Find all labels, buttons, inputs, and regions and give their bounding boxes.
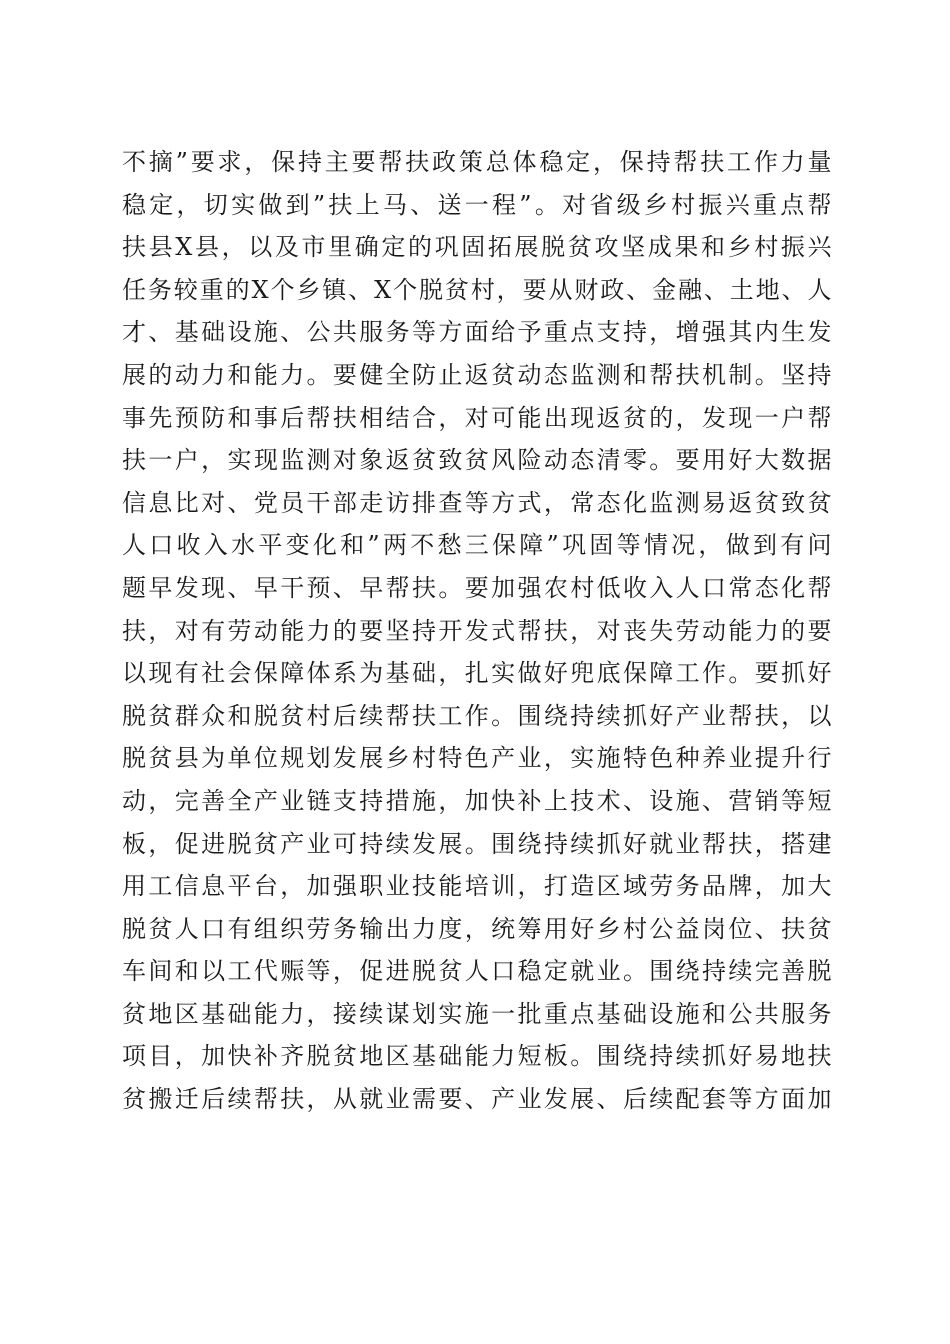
text-line: 扶县X县，以及市里确定的巩固拓展脱贫攻坚成果和乡村振兴 bbox=[122, 233, 832, 262]
text-line: 任务较重的X个乡镇、X个脱贫村，要从财政、金融、土地、人 bbox=[122, 275, 832, 304]
text-line: 才、基础设施、公共服务等方面给予重点支持，增强其内生发 bbox=[122, 318, 832, 347]
text-line: 贫地区基础能力，接续谋划实施一批重点基础设施和公共服务 bbox=[122, 999, 832, 1028]
text-line: 板，促进脱贫产业可持续发展。围绕持续抓好就业帮扶，搭建 bbox=[122, 829, 832, 858]
text-line: 脱贫县为单位规划发展乡村特色产业，实施特色种养业提升行 bbox=[122, 744, 832, 773]
text-line: 扶，对有劳动能力的要坚持开发式帮扶，对丧失劳动能力的要 bbox=[122, 616, 832, 645]
text-line: 动，完善全产业链支持措施，加快补上技术、设施、营销等短 bbox=[122, 786, 832, 815]
text-line: 车间和以工代赈等，促进脱贫人口稳定就业。围绕持续完善脱 bbox=[122, 957, 832, 986]
text-line: 信息比对、党员干部走访排查等方式，常态化监测易返贫致贫 bbox=[122, 488, 832, 517]
text-line: 贫搬迁后续帮扶，从就业需要、产业发展、后续配套等方面加 bbox=[122, 1085, 832, 1114]
body-text bbox=[122, 141, 832, 1121]
text-line: 展的动力和能力。要健全防止返贫动态监测和帮扶机制。坚持 bbox=[122, 360, 832, 389]
text-line: 题早发现、早干预、早帮扶。要加强农村低收入人口常态化帮 bbox=[122, 573, 832, 602]
text-line: 事先预防和事后帮扶相结合，对可能出现返贫的，发现一户帮 bbox=[122, 403, 832, 432]
text-line: 扶一户，实现监测对象返贫致贫风险动态清零。要用好大数据 bbox=[122, 446, 832, 475]
text-line: 脱贫人口有组织劳务输出力度，统筹用好乡村公益岗位、扶贫 bbox=[122, 914, 832, 943]
text-line: 稳定，切实做到”扶上马、送一程”。对省级乡村振兴重点帮 bbox=[122, 190, 832, 219]
text-line: 脱贫群众和脱贫村后续帮扶工作。围绕持续抓好产业帮扶，以 bbox=[122, 701, 832, 730]
text-line: 用工信息平台，加强职业技能培训，打造区域劳务品牌，加大 bbox=[122, 872, 832, 901]
text-line: 人口收入水平变化和”两不愁三保障”巩固等情况，做到有问 bbox=[122, 531, 832, 560]
text-line: 不摘”要求，保持主要帮扶政策总体稳定，保持帮扶工作力量 bbox=[122, 148, 832, 176]
text-line: 项目，加快补齐脱贫地区基础能力短板。围绕持续抓好易地扶 bbox=[122, 1042, 832, 1071]
text-line: 以现有社会保障体系为基础，扎实做好兜底保障工作。要抓好 bbox=[122, 659, 832, 688]
